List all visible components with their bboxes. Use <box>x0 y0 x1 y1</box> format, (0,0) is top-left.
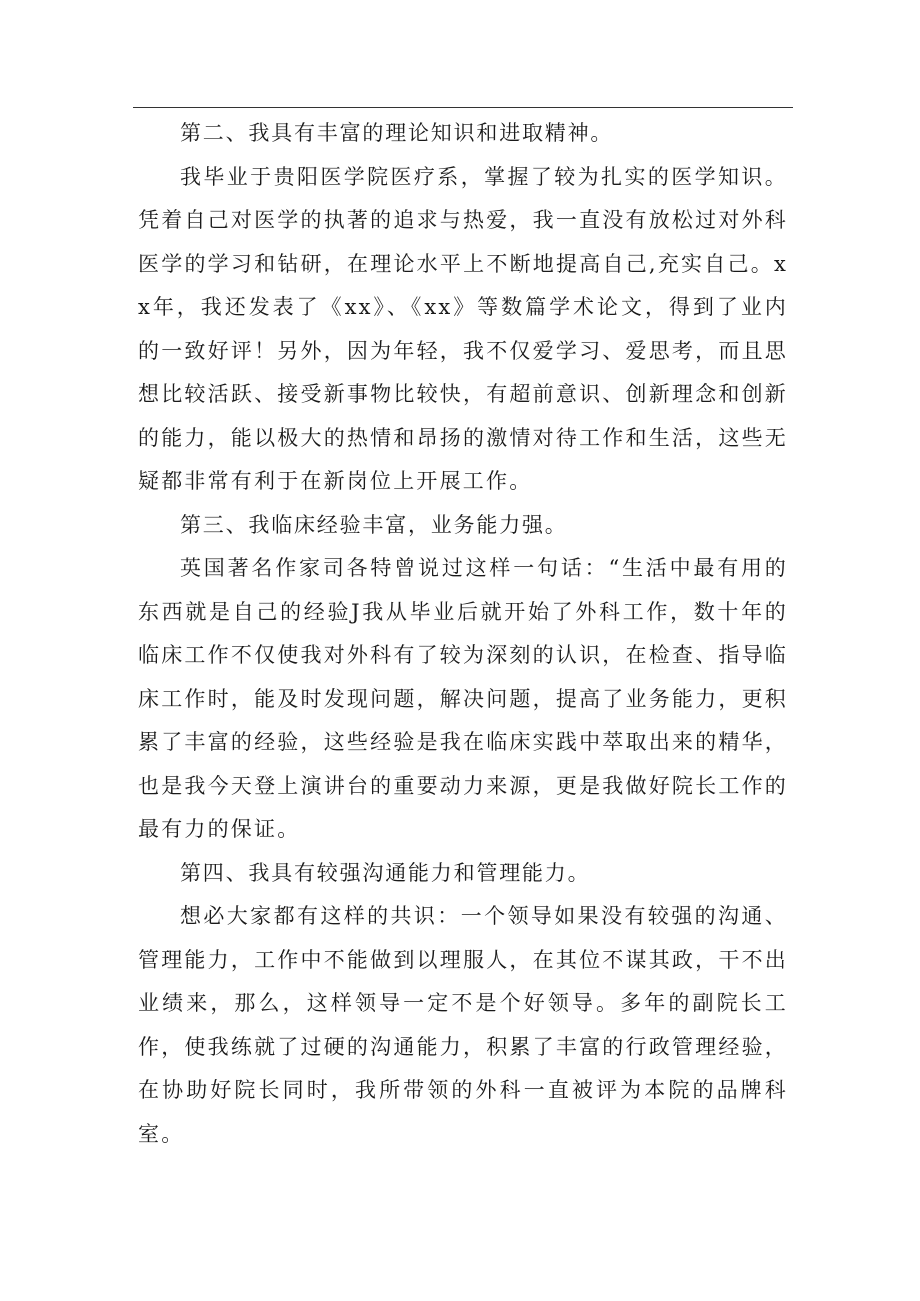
paragraph-management-ability: 想必大家都有这样的共识：一个领导如果没有较强的沟通、管理能力，工作中不能做到以理服人，在其位不谋其政，干不出业绩来，那么，这样领导一定不是个好领导。多年的副院长工作，使我练就了过硬的沟通能力，积累了丰富的行政管理经验，在协助好院长同时，我所带领的外科一直被评为本院的品牌科室。 <box>138 904 788 1146</box>
paragraph-theory-knowledge: 我毕业于贵阳医学院医疗系，掌握了较为扎实的医学知识。凭着自己对医学的执著的追求与热爱，我一直没有放松过对外科医学的学习和钻研，在理论水平上不断地提高自己,充实自己。xx年，我还发表了《xx》、《xx》等数篇学术论文，得到了业内的一致好评！另外，因为年轻，我不仅爱学习、爱思考，而且思想比较活跃、接受新事物比较快，有超前意识、创新理念和创新的能力，能以极大的热情和昂扬的激情对待工作和生活，这些无疑都非常有利于在新岗位上开展工作。 <box>138 164 788 493</box>
document-body <box>138 112 788 1156</box>
section-heading-fourth: 第四、我具有较强沟通能力和管理能力。 <box>180 860 591 885</box>
paragraph-clinical-experience: 英国著名作家司各特曾说过这样一句话：“生活中最有用的东西就是自己的经验J我从毕业后就开始了外科工作，数十年的临床工作不仅使我对外科有了较为深刻的认识，在检查、指导临床工作时，能及时发现问题，解决问题，提高了业务能力，更积累了丰富的经验，这些经验是我在临床实践中萃取出来的精华，也是我今天登上演讲台的重要动力来源，更是我做好院长工作的最有力的保证。 <box>138 556 788 841</box>
section-heading-second: 第二、我具有丰富的理论知识和进取精神。 <box>180 121 614 145</box>
section-heading-third: 第三、我临床经验丰富，业务能力强。 <box>180 512 568 537</box>
header-rule <box>133 107 793 108</box>
